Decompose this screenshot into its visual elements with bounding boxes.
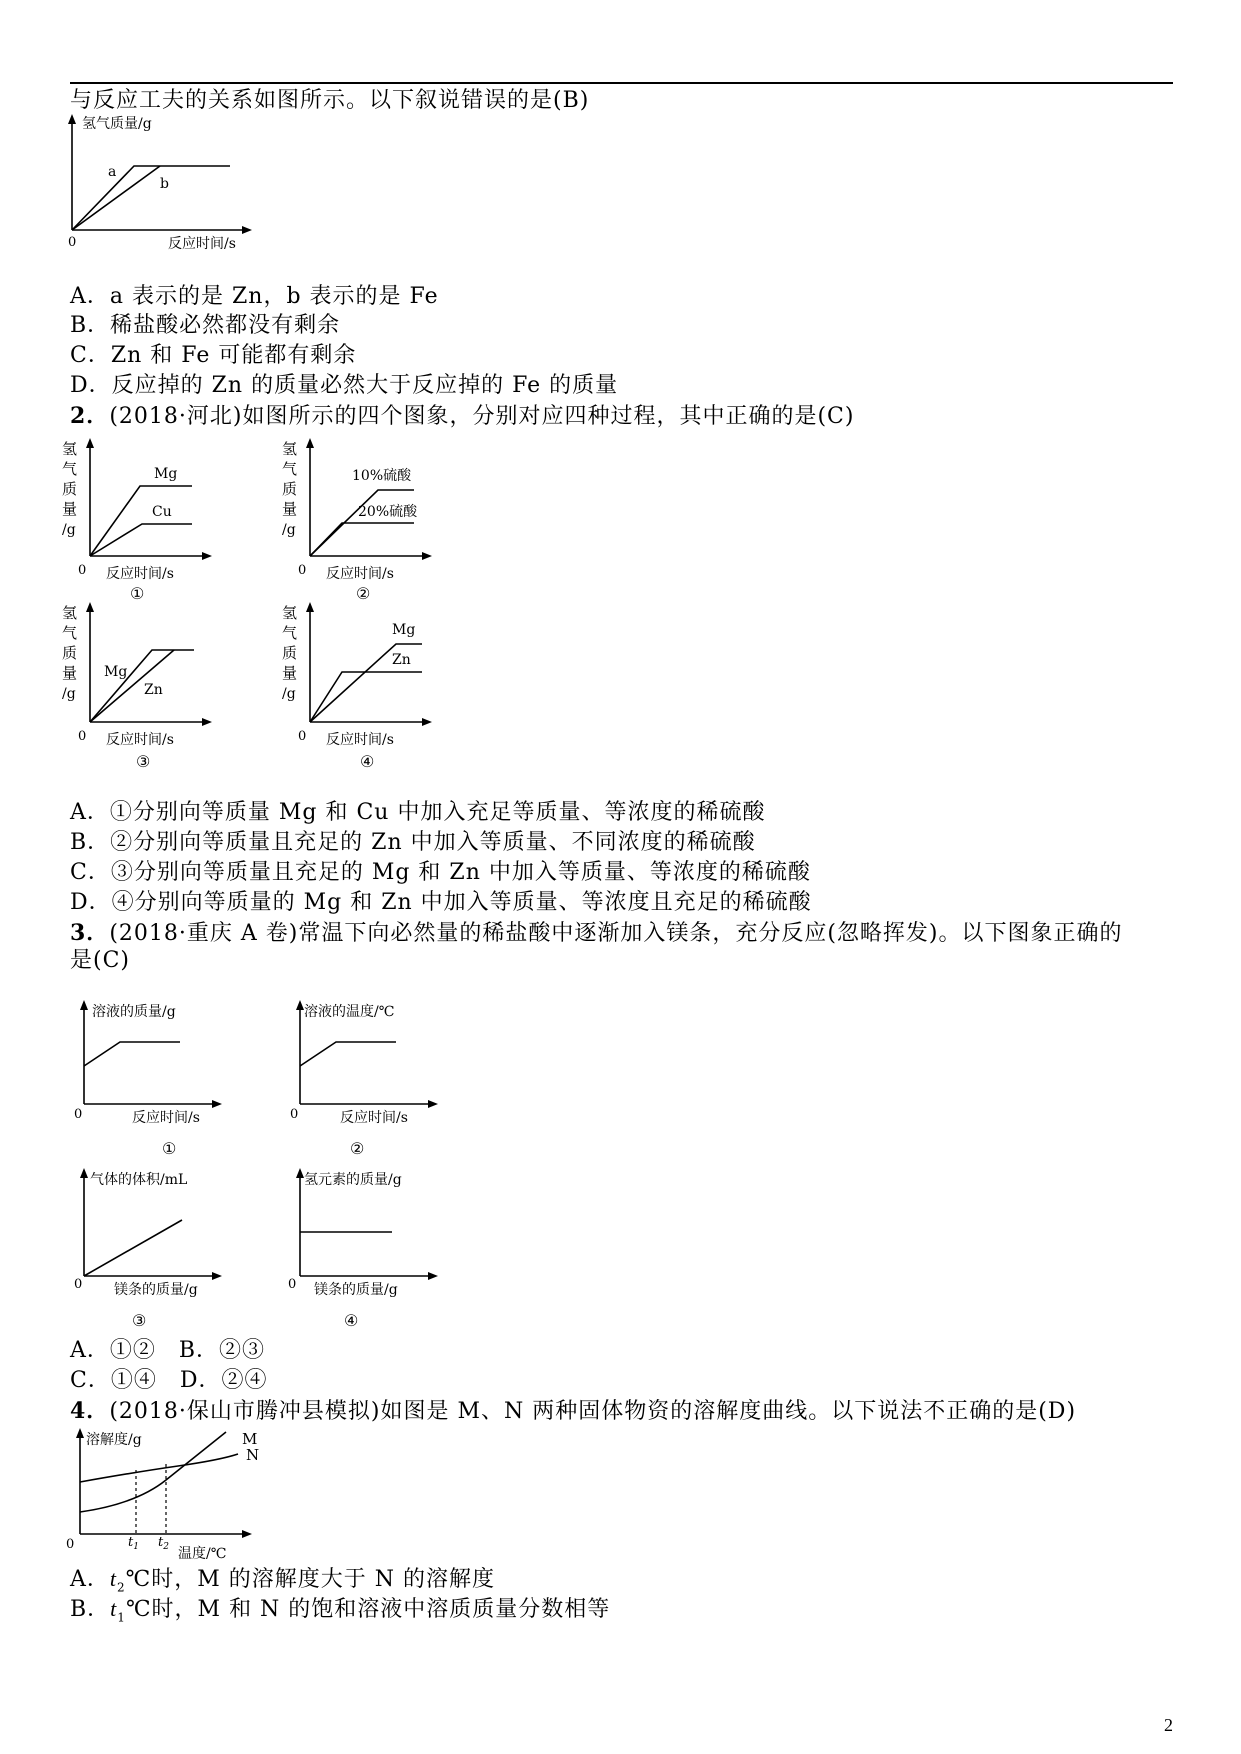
y-label-char: 质 bbox=[282, 480, 298, 498]
y-axis-arrow-icon bbox=[86, 602, 94, 612]
y-label-char: 氢 bbox=[62, 604, 78, 622]
x-axis-arrow-icon bbox=[212, 1272, 222, 1280]
caption: ① bbox=[162, 1139, 177, 1158]
q1-option-a: A．a 表示的是 Zn，b 表示的是 Fe bbox=[70, 284, 439, 309]
header-rule bbox=[70, 82, 1173, 84]
y-label-char: 质 bbox=[62, 644, 78, 662]
label-b: b bbox=[160, 176, 169, 192]
y-label-char: /g bbox=[62, 686, 76, 702]
y-axis-arrow-icon bbox=[306, 438, 314, 448]
q3-options-ab: A．①② B．②③ bbox=[70, 1338, 266, 1363]
origin: 0 bbox=[68, 235, 77, 250]
q1-option-d: D．反应掉的 Zn 的质量必然大于反应掉的 Fe 的质量 bbox=[70, 373, 619, 398]
q1-option-c: C．Zn 和 Fe 可能都有剩余 bbox=[70, 343, 357, 368]
caption: ① bbox=[130, 584, 145, 603]
y-label-char: 质 bbox=[282, 644, 298, 662]
q2-graph-3 bbox=[62, 592, 222, 770]
curve-zn bbox=[310, 672, 422, 722]
x-axis-arrow-icon bbox=[212, 1100, 222, 1108]
y-label-char: 氢 bbox=[62, 440, 78, 458]
q3-graph-4 bbox=[286, 1164, 466, 1334]
y-label-char: 气 bbox=[62, 624, 78, 642]
y-label: 气体的体积/mL bbox=[90, 1172, 188, 1188]
q3-stem: 3．(2018·重庆 A 卷)常温下向必然量的稀盐酸中逐渐加入镁条，充分反应(忽略挥发)。以下图象正确的 bbox=[70, 920, 1123, 946]
q2-stem: 2．(2018·河北)如图所示的四个图象，分别对应四种过程，其中正确的是(C) bbox=[70, 403, 855, 429]
q4-option-b: B．$t_1℃$时，M 和 N 的饱和溶液中溶质质量分数相等 bbox=[70, 1596, 611, 1625]
curve bbox=[300, 1042, 396, 1066]
label-zn: Zn bbox=[144, 682, 163, 698]
curve bbox=[84, 1042, 180, 1066]
label-n: N bbox=[246, 1446, 260, 1464]
x-label: 反应时间/s bbox=[168, 236, 236, 252]
x-label: 反应时间/s bbox=[326, 566, 394, 582]
origin: 0 bbox=[78, 729, 87, 744]
label-zn: Zn bbox=[392, 652, 411, 668]
y-label-char: 气 bbox=[282, 460, 298, 478]
curve-mg bbox=[90, 650, 194, 722]
q2-option-c: C．③分别向等质量且充足的 Mg 和 Zn 中加入等质量、等浓度的稀硫酸 bbox=[70, 860, 811, 885]
y-axis-arrow-icon bbox=[80, 1000, 88, 1010]
q4-graph bbox=[66, 1424, 286, 1564]
q4-option-a: A．$t_2℃$时，M 的溶解度大于 N 的溶解度 bbox=[70, 1566, 496, 1595]
label-mg: Mg bbox=[104, 664, 128, 680]
q2-graph-2 bbox=[282, 428, 442, 603]
q2-option-d: D．④分别向等质量的 Mg 和 Zn 中加入等质量、等浓度且充足的稀硫酸 bbox=[70, 890, 812, 915]
t2-label: $t_2$ bbox=[158, 1535, 169, 1552]
q3-graph-3 bbox=[70, 1164, 250, 1334]
q3-graph-1 bbox=[70, 996, 250, 1166]
curve-cu bbox=[90, 524, 192, 556]
y-label: 溶液的质量/g bbox=[92, 1004, 176, 1020]
x-axis-arrow-icon bbox=[422, 552, 432, 560]
label-cu: Cu bbox=[152, 504, 172, 520]
y-label-char: 气 bbox=[62, 460, 78, 478]
curve-20pct bbox=[310, 523, 414, 556]
line-a bbox=[72, 166, 230, 230]
y-label: 氢元素的质量/g bbox=[304, 1172, 402, 1188]
origin: 0 bbox=[78, 563, 87, 578]
y-label-char: /g bbox=[282, 686, 296, 702]
x-axis-arrow-icon bbox=[202, 552, 212, 560]
y-label-char: 氢 bbox=[282, 440, 298, 458]
label-m: M bbox=[242, 1430, 258, 1448]
caption: ④ bbox=[344, 1311, 359, 1330]
x-axis-arrow-icon bbox=[202, 718, 212, 726]
x-axis-arrow-icon bbox=[428, 1100, 438, 1108]
q2-graph-1 bbox=[62, 428, 222, 603]
y-axis-arrow-icon bbox=[296, 1000, 304, 1010]
x-axis-arrow-icon bbox=[242, 226, 252, 234]
y-axis-arrow-icon bbox=[68, 114, 76, 124]
y-axis-arrow-icon bbox=[80, 1168, 88, 1178]
y-label-char: /g bbox=[282, 522, 296, 538]
x-label: 反应时间/s bbox=[132, 1110, 200, 1126]
origin: 0 bbox=[74, 1277, 83, 1292]
x-label: 反应时间/s bbox=[340, 1110, 408, 1126]
label-10pct: 10%硫酸 bbox=[352, 468, 412, 484]
x-label: 反应时间/s bbox=[326, 732, 394, 748]
origin: 0 bbox=[288, 1277, 297, 1292]
caption: ③ bbox=[136, 752, 151, 771]
q3-options-cd: C．①④ D．②④ bbox=[70, 1368, 268, 1393]
x-axis-arrow-icon bbox=[428, 1272, 438, 1280]
y-label: 氢气质量/g bbox=[82, 116, 152, 132]
origin: 0 bbox=[290, 1107, 299, 1122]
q2-option-a: A．①分别向等质量 Mg 和 Cu 中加入充足等质量、等浓度的稀硫酸 bbox=[70, 800, 766, 825]
curve-n bbox=[80, 1454, 238, 1482]
caption: ③ bbox=[132, 1311, 147, 1330]
x-label: 反应时间/s bbox=[106, 732, 174, 748]
caption: ② bbox=[350, 1139, 365, 1158]
y-label-char: /g bbox=[62, 522, 76, 538]
curve bbox=[84, 1220, 182, 1276]
caption: ④ bbox=[360, 752, 375, 771]
label-mg: Mg bbox=[392, 622, 416, 638]
x-label: 镁条的质量/g bbox=[114, 1282, 198, 1298]
x-axis-arrow-icon bbox=[422, 718, 432, 726]
q1-graph bbox=[60, 112, 280, 282]
label-a: a bbox=[108, 164, 117, 180]
origin: 0 bbox=[298, 563, 307, 578]
x-label: 温度/℃ bbox=[178, 1546, 227, 1562]
y-label-char: 质 bbox=[62, 480, 78, 498]
q4-stem: 4．(2018·保山市腾冲县模拟)如图是 M、N 两种固体物资的溶解度曲线。以下说法不正确的是(D) bbox=[70, 1398, 1077, 1424]
q1-stem: 与反应工夫的关系如图所示。以下叙说错误的是(B) bbox=[70, 88, 590, 113]
caption: ② bbox=[356, 584, 371, 603]
origin: 0 bbox=[66, 1537, 75, 1552]
y-label-char: 量 bbox=[282, 500, 298, 518]
y-label: 溶液的温度/℃ bbox=[304, 1004, 395, 1020]
x-label: 镁条的质量/g bbox=[314, 1282, 398, 1298]
curve-mg bbox=[90, 486, 192, 556]
t1-label: $t_1$ bbox=[128, 1535, 139, 1552]
label-20pct: 20%硫酸 bbox=[358, 504, 418, 520]
y-axis-arrow-icon bbox=[306, 602, 314, 612]
origin: 0 bbox=[74, 1107, 83, 1122]
q2-option-b: B．②分别向等质量且充足的 Zn 中加入等质量、不同浓度的稀硫酸 bbox=[70, 830, 756, 855]
y-axis-arrow-icon bbox=[296, 1168, 304, 1178]
q3-graph-2 bbox=[286, 996, 466, 1166]
label-mg: Mg bbox=[154, 466, 178, 482]
y-axis-arrow-icon bbox=[86, 438, 94, 448]
y-label: 溶解度/g bbox=[86, 1432, 142, 1448]
y-label-char: 量 bbox=[282, 664, 298, 682]
y-label-char: 气 bbox=[282, 624, 298, 642]
page-number: 2 bbox=[1164, 1715, 1173, 1735]
y-label-char: 量 bbox=[62, 500, 78, 518]
origin: 0 bbox=[298, 729, 307, 744]
x-axis-arrow-icon bbox=[242, 1530, 252, 1538]
q2-graph-4 bbox=[282, 592, 452, 770]
y-label-char: 量 bbox=[62, 664, 78, 682]
y-label-char: 氢 bbox=[282, 604, 298, 622]
y-axis-arrow-icon bbox=[76, 1428, 84, 1438]
q3-stem-cont: 是(C) bbox=[70, 948, 130, 973]
x-label: 反应时间/s bbox=[106, 566, 174, 582]
q1-option-b: B．稀盐酸必然都没有剩余 bbox=[70, 313, 341, 338]
